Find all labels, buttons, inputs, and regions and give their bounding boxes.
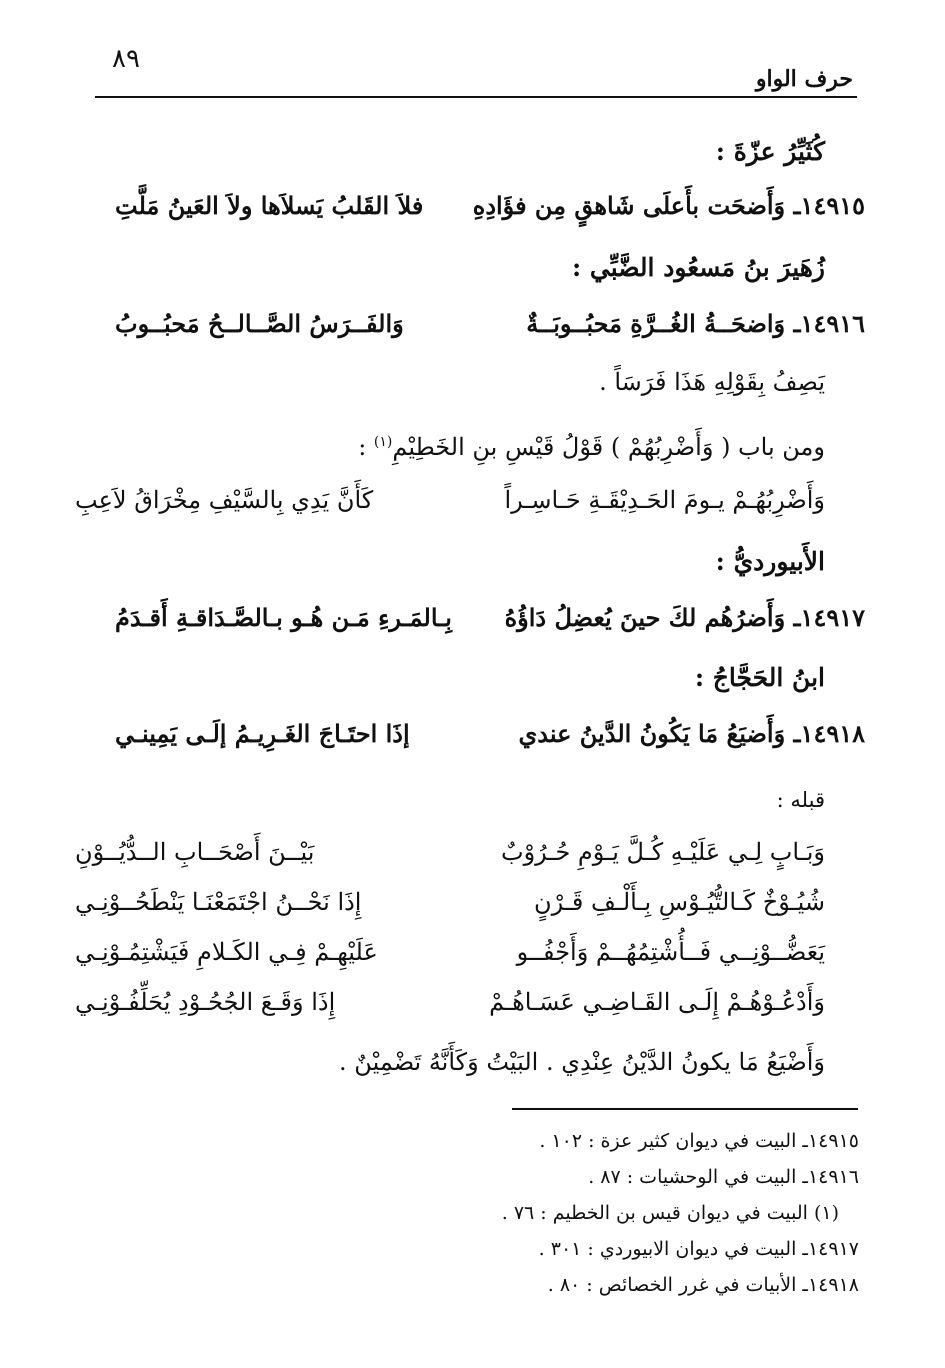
verse-qays-hemistich-1: وَأَضْرِبُهُـمْ يـومَ الحَـدِيْقَـةِ حَـاسِـراً xyxy=(504,486,825,514)
verse-qays xyxy=(75,482,825,522)
preceding-verse-1-hemistich-1: وَبَـابٍ لِـي عَلَيْـهِ كُـلَّ يَـوْمِ حُـرُوْبٌ xyxy=(501,838,825,866)
verse-14915-hemistich-1: ١٤٩١٥ـ وَأَضحَت بأَعلَى شَاهقٍ مِن فؤَادِهِ xyxy=(472,191,865,220)
verse-14917 xyxy=(75,600,865,640)
verse-14916 xyxy=(75,306,865,346)
descriptive-note: يَصِفُ بِقَوْلِهِ هَذَا فَرَسَاً . xyxy=(599,368,825,396)
preceding-verse-2-hemistich-1: شُيُـوْخٌ كَـالتُّيُـوْسِ بِـأَلْـفِ قَـرْنٍ xyxy=(533,888,825,916)
preceding-verse-3-hemistich-1: يَعَضُّــوْنِــي فَــأُشْتِمُهُــمْ وَأَجْفُــو xyxy=(516,938,825,966)
preceding-verse-3-hemistich-2: عَلَيْهِـمْ فِـي الكَـلامِ فَيَشْتِمُـوْنِـي xyxy=(75,938,378,966)
verse-14915 xyxy=(75,188,865,228)
poet-heading-abiwardi: الأَبيورديُّ : xyxy=(715,547,825,576)
closing-note: وَأَضْيَعُ مَا يكونُ الدَّيْنُ عِنْدِي . البَيْتُ وَكَأَنَّهُ تَضْمِيْنٌ . xyxy=(339,1048,825,1076)
footnote-rule xyxy=(512,1108,858,1110)
preceding-verse-4 xyxy=(75,984,825,1024)
page-number: ٨٩ xyxy=(112,44,140,74)
footnote-1: (١) البيت في ديوان قيس بن الخطيم : ٧٦ . xyxy=(501,1202,839,1224)
verse-14918-hemistich-1: ١٤٩١٨ـ وَأَضيَعُ مَا يَكُونُ الدَّينُ عندي xyxy=(518,719,865,748)
verse-14916-hemistich-2: وَالفَــرَسُ الصَّــالــحُ مَحبُــوبُ xyxy=(115,309,404,338)
preceding-verse-2-hemistich-2: إِذَا نَحْــنُ اجْتَمَعْنَـا يَنْطَحُــوْنِـي xyxy=(75,888,362,916)
footnote-reference-1: (١) xyxy=(373,434,393,450)
qays-introduction-text: ومن باب ( وَأَضْرِبُهُمْ ) قَوْلُ قَيْسِ بنِ الخَطِيْمِ xyxy=(392,433,825,461)
poet-heading-zuhayr: زُهَيرَ بنُ مَسعُود الضَّبِّي : xyxy=(571,253,825,282)
footnote-14915: ١٤٩١٥ـ البيت في ديوان كثير عزة : ١٠٢ . xyxy=(539,1130,859,1152)
verse-14918 xyxy=(75,716,865,756)
poet-heading-ibn-al-hajjaj: ابنُ الحَجَّاجُ : xyxy=(694,663,825,692)
verse-14915-hemistich-2: فلاَ القَلبُ يَسلاَها ولاَ العَينُ مَلَّتِ xyxy=(115,191,424,220)
qays-introduction-colon: : xyxy=(358,433,367,461)
header-rule xyxy=(95,96,857,98)
footnote-14916: ١٤٩١٦ـ البيت في الوحشيات : ٨٧ . xyxy=(588,1166,859,1188)
verse-14918-hemistich-2: إذَا احتَـاجَ الغَـرِيـمُ إلَـى يَمِينـي xyxy=(115,719,410,748)
preceding-verse-1-hemistich-2: بَيْــنَ أَصْحَــابِ الــدُّيُــوْنِ xyxy=(75,838,315,866)
verse-14917-hemistich-1: ١٤٩١٧ـ وَأَضرُهُم لكَ حينَ يُعضِلُ دَاؤُهُ xyxy=(504,603,865,632)
preceding-verse-4-hemistich-1: وَأَدْعُـوْهُـمْ إِلَـى القَـاضِـي عَسَـاهُـمْ xyxy=(489,988,825,1016)
running-head: حرف الواو xyxy=(755,66,853,92)
qays-introduction xyxy=(358,424,825,465)
preceding-verse-2 xyxy=(75,884,825,924)
preceding-verse-1 xyxy=(75,834,825,874)
preceding-verse-3 xyxy=(75,934,825,974)
footnote-14918: ١٤٩١٨ـ الأبيات في غرر الخصائص : ٨٠ . xyxy=(547,1274,859,1296)
poet-heading-kuthayyir: كُثَيِّرُ عزّةَ : xyxy=(715,137,825,166)
preceding-verse-4-hemistich-2: إِذَا وَقَـعَ الجُحُـوْدِ يُحَلِّفُـوْنِـي xyxy=(75,988,336,1016)
verse-14916-hemistich-1: ١٤٩١٦ـ وَاضحَــةُ الغُــرَّةِ مَحبُــوبَــةٌ xyxy=(526,309,865,338)
footnote-14917: ١٤٩١٧ـ البيت في ديوان الابيوردي : ٣٠١ . xyxy=(538,1238,859,1260)
verse-qays-hemistich-2: كَأَنَّ يَدِي بِالسَّيْفِ مِخْرَاقُ لاَعِبِ xyxy=(75,486,374,514)
verse-14917-hemistich-2: بِـالمَـرءِ مَـن هُـو بـالصَّـدَاقـةِ أَقـدَمُ xyxy=(115,603,452,632)
before-label: قبله : xyxy=(776,788,825,812)
